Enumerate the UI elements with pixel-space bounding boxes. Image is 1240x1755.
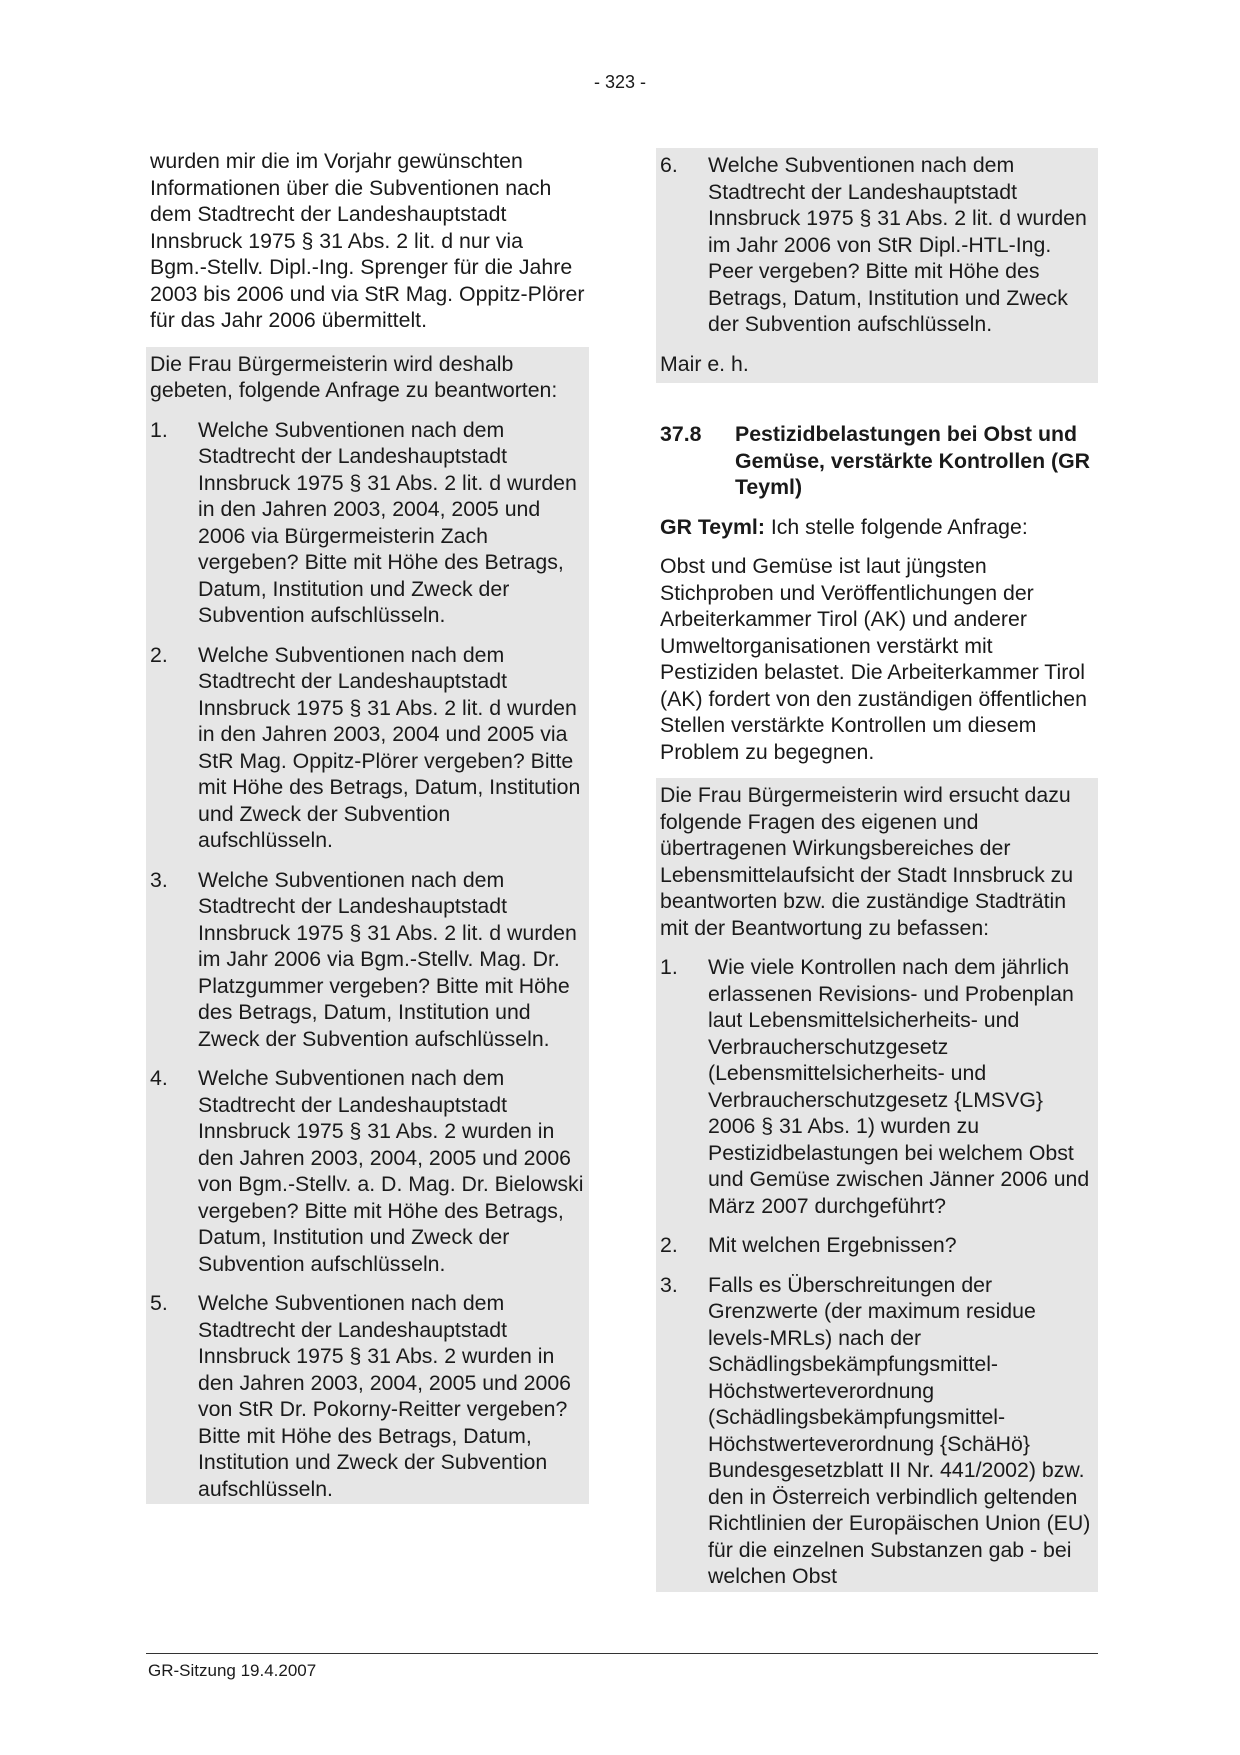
list-item	[150, 1065, 585, 1277]
item-number: 3.	[150, 867, 168, 892]
item-text: Falls es Überschreitungen der Grenzwerte (der maximum residue levels-MRLs) nach der Schädlingsbekämpfungsmittel-Höchstwerteverordnung (Schädlingsbekämpfungsmittel-Höchstwerteverordnung {SchäHö} Bundesgesetzblatt II Nr. 441/2002) bzw. den in Österreich verbindlich geltenden Richtlinien der Europäischen Union (EU) für die einzelnen Substanzen gab - bei welchen Obst	[708, 1272, 1091, 1588]
item-text: Welche Subventionen nach dem Stadtrecht der Landeshauptstadt Innsbruck 1975 § 31 Abs. 2 lit. d wurden im Jahr 2006 von StR Dipl.-HTL-Ing. Peer vergeben? Bitte mit Höhe des Betrags, Datum, Institution und Zweck der Subvention aufschlüsseln.	[708, 153, 1087, 336]
list-item	[150, 1290, 585, 1502]
right-question-box	[656, 778, 1098, 1592]
right-inquiry-box	[656, 148, 1098, 383]
right-question-list	[660, 954, 1094, 1590]
list-item	[150, 417, 585, 629]
list-item	[150, 867, 585, 1053]
section-number: 37.8	[660, 422, 702, 446]
left-question-list	[150, 417, 585, 1503]
item-number: 1.	[660, 955, 678, 979]
page-number: - 323 -	[593, 72, 647, 92]
request-paragraph: Die Frau Bürgermeisterin wird deshalb gebeten, folgende Anfrage zu beantworten:	[150, 351, 558, 402]
list-item	[150, 642, 585, 854]
item-number: 6.	[660, 153, 678, 177]
item-text: Welche Subventionen nach dem Stadtrecht der Landeshauptstadt Innsbruck 1975 § 31 Abs. 2 lit. d wurden in den Jahren 2003, 2004 und 2005 via StR Mag. Oppitz-Plörer vergeben? Bitte mit Höhe des Betrags, Datum, Institution und Zweck der Subvention aufschlüsseln.	[198, 642, 581, 852]
item-number: 2.	[150, 642, 168, 667]
speaker-name: GR Teyml:	[660, 514, 765, 539]
speaker-paragraph	[656, 514, 1098, 541]
list-item	[660, 1232, 1094, 1259]
body-paragraph: Obst und Gemüse ist laut jüngsten Stichproben und Veröffentlichungen der Arbeiterkammer Tirol (AK) und anderer Umweltorganisationen verstärkt mit Pestiziden belastet. Die Arbeiterkammer Tirol (AK) fordert von den zuständigen öffentlichen Stellen verstärkte Kontrollen um diesem Problem zu begegnen.	[660, 554, 1087, 764]
item-text: Mit welchen Ergebnissen?	[708, 1233, 957, 1257]
left-inquiry-box	[146, 347, 589, 1505]
item-number: 2.	[660, 1233, 678, 1257]
list-item	[660, 152, 1094, 338]
item-text: Welche Subventionen nach dem Stadtrecht der Landeshauptstadt Innsbruck 1975 § 31 Abs. 2 wurden in den Jahren 2003, 2004, 2005 und 2006 von Bgm.-Stellv. a. D. Mag. Dr. Bielowski vergeben? Bitte mit Höhe des Betrags, Datum, Institution und Zweck der Subvention aufschlüsseln.	[198, 1066, 584, 1276]
list-item	[660, 954, 1094, 1219]
item-text: Welche Subventionen nach dem Stadtrecht der Landeshauptstadt Innsbruck 1975 § 31 Abs. 2 lit. d wurden in den Jahren 2003, 2004, 2005 und 2006 via Bürgermeisterin Zach vergeben? Bitte mit Höhe des Betrags, Datum, Institution und Zweck der Subvention aufschlüsseln.	[198, 417, 577, 627]
item-text: Welche Subventionen nach dem Stadtrecht der Landeshauptstadt Innsbruck 1975 § 31 Abs. 2 wurden in den Jahren 2003, 2004, 2005 und 2006 von StR Dr. Pokorny-Reitter vergeben? Bitte mit Höhe des Betrags, Datum, Institution und Zweck der Subvention aufschlüsseln.	[198, 1291, 572, 1501]
item-number: 3.	[660, 1272, 678, 1297]
section-heading	[660, 421, 1094, 501]
list-item	[660, 1272, 1094, 1590]
section-title: Pestizidbelastungen bei Obst und Gemüse, verstärkte Kontrollen (GR Teyml)	[735, 422, 1091, 499]
item-number: 1.	[150, 417, 168, 442]
intro-paragraph: wurden mir die im Vorjahr gewünschten Informationen über die Subventionen nach dem Stadtrecht der Landeshauptstadt Innsbruck 1975 § 31 Abs. 2 lit. d nur via Bgm.-Stellv. Dipl.-Ing. Sprenger für die Jahre 2003 bis 2006 und via StR Mag. Oppitz-Plörer für das Jahr 2006 übermittelt.	[150, 149, 585, 332]
item-number: 4.	[150, 1066, 168, 1090]
footer-text: GR-Sitzung 19.4.2007	[148, 1661, 317, 1680]
request-paragraph: Die Frau Bürgermeisterin wird ersucht dazu folgende Fragen des eigenen und übertragenen Wirkungsbereiches der Lebensmittelaufsicht der Stadt Innsbruck zu beantworten bzw. die zuständige Stadträtin mit der Beantwortung zu befassen:	[660, 783, 1074, 940]
right-column	[656, 148, 1098, 1592]
item-text: Wie viele Kontrollen nach dem jährlich erlassenen Revisions- und Probenplan laut Lebensmittelsicherheits- und Verbraucherschutzgesetz (Lebensmittelsicherheits- und Verbraucherschutzgesetz {LMSVG} 2006 § 31 Abs. 1) wurden zu Pestizidbelastungen bei welchem Obst und Gemüse zwischen Jänner 2006 und März 2007 durchgeführt?	[708, 955, 1090, 1218]
speaker-text: Ich stelle folgende Anfrage:	[770, 514, 1028, 539]
footer-divider	[146, 1653, 1098, 1654]
left-column	[146, 148, 589, 1504]
signature: Mair e. h.	[660, 351, 749, 376]
item-text: Welche Subventionen nach dem Stadtrecht der Landeshauptstadt Innsbruck 1975 § 31 Abs. 2 lit. d wurden im Jahr 2006 via Bgm.-Stellv. Mag. Dr. Platzgummer vergeben? Bitte mit Höhe des Betrags, Datum, Institution und Zweck der Subvention aufschlüsseln.	[198, 867, 577, 1051]
item-number: 5.	[150, 1291, 168, 1315]
